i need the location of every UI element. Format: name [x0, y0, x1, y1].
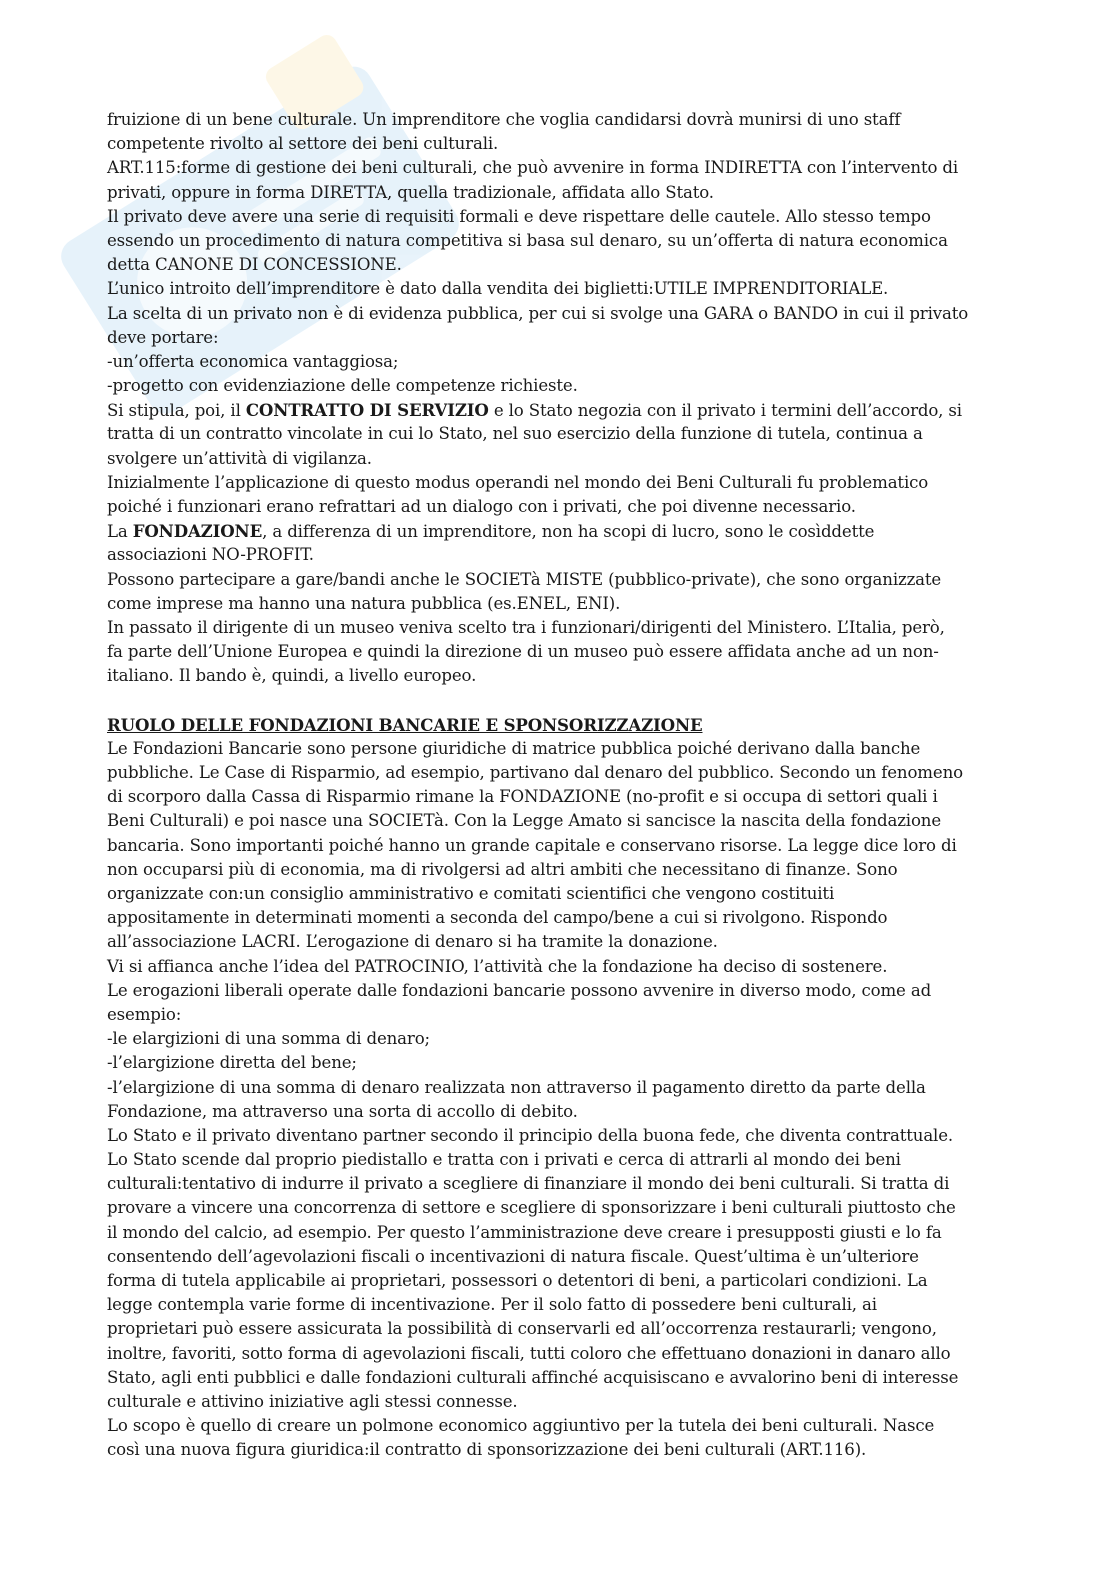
text-line: competente rivolto al settore dei beni culturali.	[107, 134, 499, 154]
text-line: pubbliche. Le Case di Risparmio, ad esempio, partivano dal denaro del pubblico. Secondo un fenomeno	[107, 763, 963, 783]
bold-term-fondazione: FONDAZIONE	[132, 521, 263, 542]
text-line: il mondo del calcio, ad esempio. Per questo l’amministrazione deve creare i presupposti giusti e lo fa	[107, 1222, 942, 1242]
text-line: essendo un procedimento di natura competitiva si basa sul denaro, su un’offerta di natura economica	[107, 230, 948, 250]
text-line: Le Fondazioni Bancarie sono persone giuridiche di matrice pubblica poiché derivano dalla banche	[107, 738, 921, 758]
text-line: detta CANONE DI CONCESSIONE.	[107, 255, 402, 275]
text-line: -l’elargizione di una somma di denaro realizzata non attraverso il pagamento diretto da parte della	[107, 1077, 926, 1097]
text-line: esempio:	[107, 1004, 182, 1024]
text-line: Lo scopo è quello di creare un polmone economico aggiuntivo per la tutela dei beni culturali. Nasce	[107, 1416, 935, 1436]
text-run: Si stipula, poi, il	[107, 401, 246, 421]
text-line: -progetto con evidenziazione delle competenze richieste.	[107, 376, 578, 396]
text-line: italiano. Il bando è, quindi, a livello europeo.	[107, 666, 477, 686]
text-line: inoltre, favoriti, sotto forma di agevolazioni fiscali, tutti coloro che effettuano donazioni in danaro allo	[107, 1343, 951, 1363]
text-line: proprietari può essere assicurata la possibilità di conservarli ed all’occorrenza restaurarli; vengono,	[107, 1319, 937, 1339]
text-line: La scelta di un privato non è di evidenza pubblica, per cui si svolge una GARA o BANDO in cui il privato	[107, 303, 969, 323]
text-line: Lo Stato scende dal proprio piedistallo e tratta con i privati e cerca di attrarli al mondo dei beni	[107, 1150, 901, 1170]
text-line: Fondazione, ma attraverso una sorta di accollo di debito.	[107, 1101, 578, 1121]
text-run: , a differenza di un imprenditore, non ha scopi di lucro, sono le cosìddette	[262, 522, 875, 542]
text-line: all’associazione LACRI. L’erogazione di denaro si ha tramite la donazione.	[107, 932, 718, 952]
text-line: fruizione di un bene culturale. Un imprenditore che voglia candidarsi dovrà munirsi di uno staff	[107, 110, 901, 129]
text-line: provare a vincere una concorrenza di settore e scegliere di sponsorizzare i beni culturali piuttosto che	[107, 1198, 956, 1218]
text-line: privati, oppure in forma DIRETTA, quella tradizionale, affidata allo Stato.	[107, 182, 714, 202]
text-line: poiché i funzionari erano refrattari ad un dialogo con i privati, che poi divenne necessario.	[107, 497, 856, 516]
text-line: Beni Culturali) e poi nasce una SOCIETà. Con la Legge Amato si sancisce la nascita della fondazione	[107, 811, 942, 831]
text-line: culturale e attivino iniziative agli stessi connesse.	[107, 1391, 518, 1411]
text-line-fondazione	[107, 519, 1007, 543]
text-line: deve portare:	[107, 327, 219, 347]
text-line: culturali:tentativo di indurre il privato a scegliere di finanziare il mondo dei beni culturali. Si tratta di	[107, 1174, 950, 1194]
text-line: associazioni NO-PROFIT.	[107, 545, 314, 565]
text-line: legge contempla varie forme di incentivazione. Per il solo fatto di possedere beni culturali, ai	[107, 1295, 877, 1315]
text-line: Il privato deve avere una serie di requisiti formali e deve rispettare delle cautele. Allo stesso tempo	[107, 206, 931, 226]
text-line: appositamente in determinati momenti a seconda del campo/bene a cui si rivolgono. Rispondo	[107, 908, 888, 928]
text-run: e lo Stato negozia con il privato i termini dell’accordo, si	[488, 401, 962, 421]
text-line: Lo Stato e il privato diventano partner secondo il principio della buona fede, che diventa contrattuale.	[107, 1125, 954, 1145]
text-line-contratto	[107, 398, 1007, 422]
section-heading: RUOLO DELLE FONDAZIONI BANCARIE E SPONSORIZZAZIONE	[107, 714, 703, 735]
text-line: organizzate con:un consiglio amministrativo e comitati scientifici che vengono costituiti	[107, 884, 835, 903]
text-line: come imprese ma hanno una natura pubblica (es.ENEL, ENI).	[107, 593, 621, 613]
text-line: svolgere un’attività di vigilanza.	[107, 448, 372, 468]
text-line: Le erogazioni liberali operate dalle fondazioni bancarie possono avvenire in diverso modo, come ad	[107, 980, 932, 1000]
text-line: bancaria. Sono importanti poiché hanno un grande capitale e conservano risorse. La legge dice loro di	[107, 835, 957, 855]
text-line: -le elargizioni di una somma di denaro;	[107, 1029, 430, 1049]
text-line: Inizialmente l’applicazione di questo modus operandi nel mondo dei Beni Culturali fu problematico	[107, 472, 929, 492]
document-page	[107, 108, 1007, 1463]
text-line: -l’elargizione diretta del bene;	[107, 1053, 357, 1073]
section-fondazioni-bancarie	[107, 713, 1007, 1463]
text-line: consentendo dell’agevolazioni fiscali o incentivazioni di natura fiscale. Quest’ultima è un’ulteriore	[107, 1246, 919, 1266]
text-line: Stato, agli enti pubblici e dalle fondazioni culturali affinché acquisiscano e avvalorino beni di interesse	[107, 1367, 959, 1387]
text-line: di scorporo dalla Cassa di Risparmio rimane la FONDAZIONE (no-profit e si occupa di settori quali i	[107, 787, 938, 807]
text-line: non occuparsi più di economia, ma di rivolgersi ad altri ambiti che necessitano di finanze. Sono	[107, 859, 898, 879]
text-line: Possono partecipare a gare/bandi anche le SOCIETà MISTE (pubblico-private), che sono organizzate	[107, 569, 942, 589]
text-line: ART.115:forme di gestione dei beni culturali, che può avvenire in forma INDIRETTA con l’intervento di	[107, 158, 959, 178]
text-line: In passato il dirigente di un museo veniva scelto tra i funzionari/dirigenti del Ministero. L’Italia, però,	[107, 617, 945, 637]
text-line: L’unico introito dell’imprenditore è dato dalla vendita dei biglietti:UTILE IMPRENDITORIALE.	[107, 279, 889, 299]
text-line: forma di tutela applicabile ai proprietari, possessori o detentori di beni, a particolari condizioni. La	[107, 1271, 928, 1290]
paragraph-gap	[107, 689, 1007, 713]
text-line: -un’offerta economica vantaggiosa;	[107, 351, 399, 371]
text-line: così una nuova figura giuridica:il contratto di sponsorizzazione dei beni culturali (ART.116).	[107, 1440, 867, 1460]
text-line: Vi si affianca anche l’idea del PATROCINIO, l’attività che la fondazione ha deciso di sostenere.	[107, 956, 888, 976]
section-gestione	[107, 108, 1007, 689]
text-run: La	[107, 522, 133, 542]
text-line: tratta di un contratto vincolate in cui lo Stato, nel suo esercizio della funzione di tutela, continua a	[107, 424, 923, 444]
bold-term-contratto: CONTRATTO DI SERVIZIO	[245, 400, 489, 421]
text-line: fa parte dell’Unione Europea e quindi la direzione di un museo può essere affidata anche ad un non-	[107, 642, 939, 662]
